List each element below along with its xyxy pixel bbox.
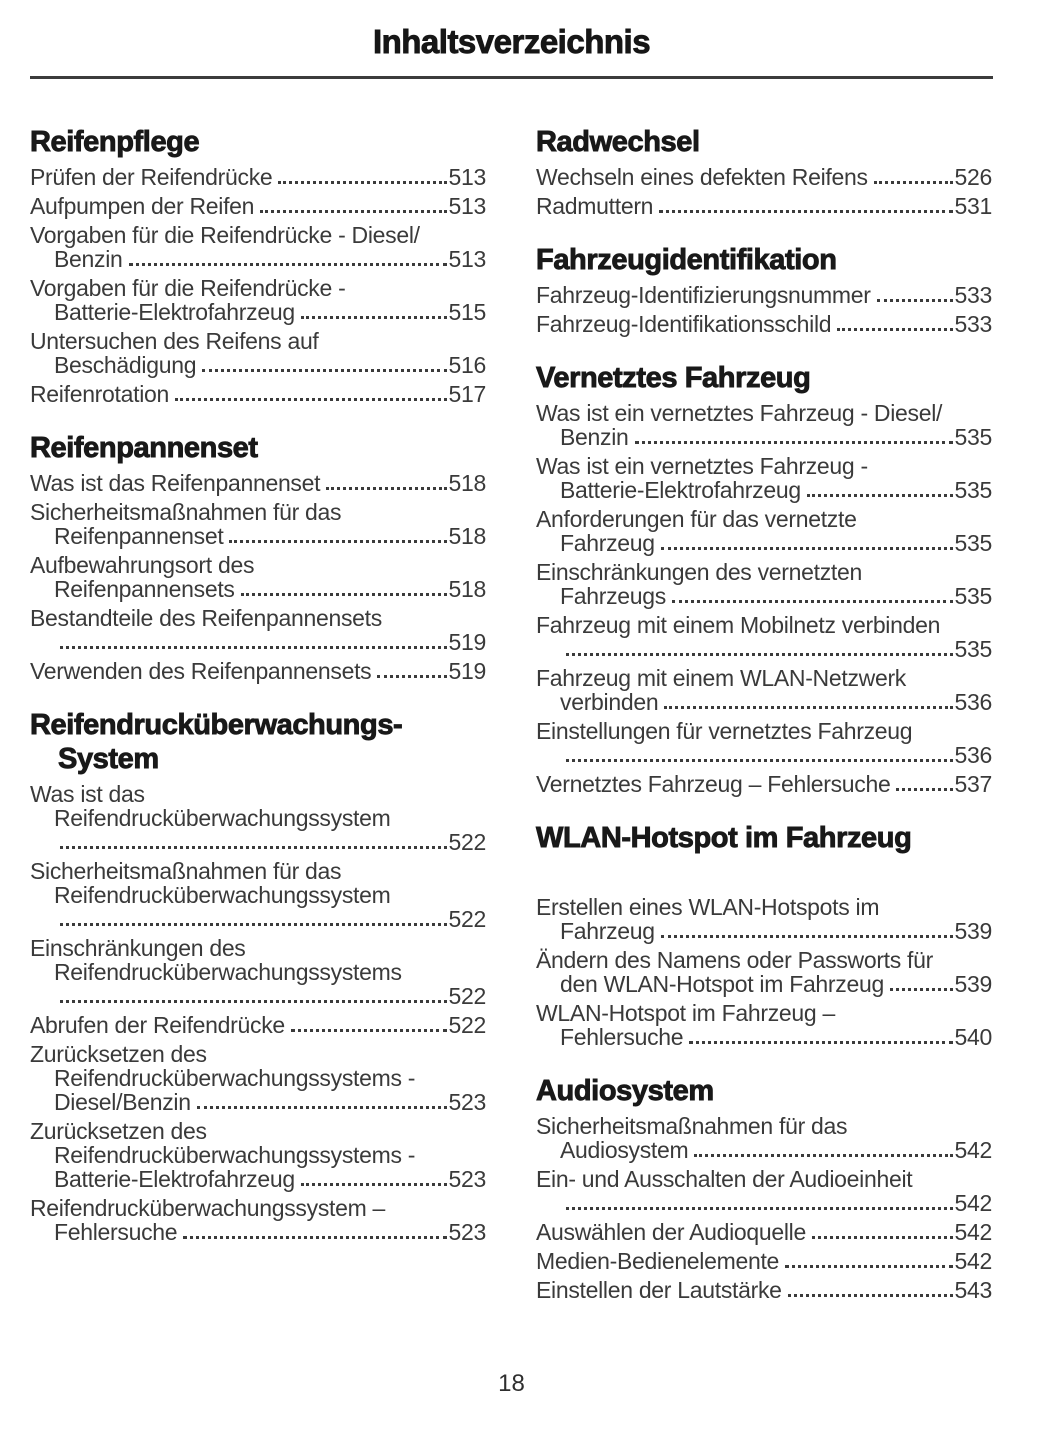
entry-page-number: 518 xyxy=(448,523,486,549)
toc-entry xyxy=(30,471,486,495)
toc-entry-line xyxy=(536,165,992,189)
section-title-line: Reifendrucküberwachungs- xyxy=(30,709,403,741)
dot-leader xyxy=(60,846,447,849)
entry-text: Fehlersuche xyxy=(54,1219,178,1245)
toc-entry-line xyxy=(536,1167,992,1191)
entry-text: Reifenrotation xyxy=(30,381,169,407)
entry-text: Reifendrucküberwachungssystems - xyxy=(54,1142,416,1168)
entry-page-number: 513 xyxy=(448,246,486,272)
toc-entry-line xyxy=(30,1066,486,1090)
dot-leader xyxy=(837,328,952,331)
entry-text: Benzin xyxy=(54,246,123,272)
entry-page-number: 533 xyxy=(954,311,992,337)
toc-entry-line xyxy=(30,1090,486,1114)
toc-entry-line xyxy=(536,972,992,996)
entry-text: Einstellen der Lautstärke xyxy=(536,1277,782,1303)
toc-entry-line xyxy=(536,531,992,555)
toc-entry xyxy=(536,666,992,714)
toc-section xyxy=(536,821,992,1049)
entry-page-number: 542 xyxy=(954,1137,992,1163)
entry-text: Sicherheitsmaßnahmen für das xyxy=(30,499,342,525)
toc-entry-line xyxy=(536,948,992,972)
page-title: Inhaltsverzeichnis xyxy=(372,23,651,60)
entry-page-number: 535 xyxy=(954,583,992,609)
toc-entry-line xyxy=(536,401,992,425)
entry-page-number: 523 xyxy=(448,1089,486,1115)
toc-entry-line xyxy=(536,1114,992,1138)
entry-text: Wechseln eines defekten Reifens xyxy=(536,164,868,190)
entry-page-number: 542 xyxy=(954,1190,992,1216)
toc-entry-line xyxy=(30,806,486,830)
entry-page-number: 513 xyxy=(448,193,486,219)
dot-leader xyxy=(659,210,952,213)
toc-entry-line xyxy=(536,194,992,218)
toc-entry xyxy=(30,329,486,377)
toc-entry-line xyxy=(30,1013,486,1037)
toc-entry xyxy=(536,1001,992,1049)
entry-page-number: 533 xyxy=(954,282,992,308)
toc-entry-line xyxy=(30,659,486,683)
entry-text: Ändern des Namens oder Passworts für xyxy=(536,947,934,973)
toc-entry xyxy=(30,223,486,271)
toc-entry-line xyxy=(30,936,486,960)
entry-text: Fahrzeug mit einem Mobilnetz verbinden xyxy=(536,612,941,638)
entry-page-number: 535 xyxy=(954,477,992,503)
dot-leader xyxy=(60,646,447,649)
entry-text: Fehlersuche xyxy=(560,1024,684,1050)
toc-entry xyxy=(536,1220,992,1244)
toc-entry xyxy=(536,772,992,796)
toc-entry xyxy=(536,165,992,189)
toc-section xyxy=(30,708,486,1244)
dot-leader xyxy=(229,540,446,543)
toc-entry-line xyxy=(30,329,486,353)
dot-leader xyxy=(890,988,953,991)
toc-entry-line xyxy=(536,312,992,336)
entry-text: Fahrzeug xyxy=(560,530,655,556)
entry-page-number: 535 xyxy=(954,424,992,450)
entry-text: Abrufen der Reifendrücke xyxy=(30,1012,285,1038)
dot-leader xyxy=(278,181,446,184)
toc-entry-line xyxy=(30,500,486,524)
toc-entry xyxy=(536,560,992,608)
entry-text: Reifendrucküberwachungssystem – xyxy=(30,1195,386,1221)
entry-text: Fahrzeugs xyxy=(560,583,666,609)
entry-text: Einstellungen für vernetztes Fahrzeug xyxy=(536,718,913,744)
toc-entry xyxy=(536,1167,992,1215)
toc-entry-line xyxy=(536,719,992,743)
entry-page-number: 522 xyxy=(448,983,486,1009)
dot-leader xyxy=(566,1207,953,1210)
entry-page-number: 535 xyxy=(954,530,992,556)
toc-entry-line xyxy=(30,1119,486,1143)
toc-entry-line xyxy=(536,1138,992,1162)
dot-leader xyxy=(291,1029,447,1032)
toc-entry-line xyxy=(536,478,992,502)
toc-entry-line xyxy=(30,1196,486,1220)
entry-text: Batterie-Elektrofahrzeug xyxy=(54,299,295,325)
entry-text: Vorgaben für die Reifendrücke - xyxy=(30,275,346,301)
dot-leader xyxy=(788,1294,953,1297)
toc-entry-line xyxy=(30,960,486,984)
section-title xyxy=(30,708,486,776)
entry-text: Reifendrucküberwachungssystem xyxy=(54,805,391,831)
entry-page-number: 519 xyxy=(448,658,486,684)
dot-leader xyxy=(672,600,953,603)
dot-leader xyxy=(661,547,953,550)
toc-entry xyxy=(536,1278,992,1302)
toc-entry xyxy=(30,1013,486,1037)
entry-text: Reifendrucküberwachungssystem xyxy=(54,882,391,908)
section-title xyxy=(536,243,992,277)
entry-text: Bestandteile des Reifenpannensets xyxy=(30,605,382,631)
entry-text: Vernetztes Fahrzeug – Fehlersuche xyxy=(536,771,891,797)
dot-leader xyxy=(183,1236,446,1239)
entry-text: Erstellen eines WLAN-Hotspots im xyxy=(536,894,880,920)
dot-leader xyxy=(694,1154,952,1157)
toc-entry-line xyxy=(30,577,486,601)
dot-leader xyxy=(202,369,446,372)
entry-text: Zurücksetzen des xyxy=(30,1118,207,1144)
entry-text: Was ist ein vernetztes Fahrzeug - xyxy=(536,453,868,479)
entry-page-number: 522 xyxy=(448,1012,486,1038)
toc-entry-line xyxy=(30,907,486,931)
toc-entry-line xyxy=(30,630,486,654)
dot-leader xyxy=(175,398,447,401)
section-title-line: System xyxy=(58,743,159,775)
entry-text: Was ist ein vernetztes Fahrzeug - Diesel/ xyxy=(536,400,943,426)
entry-text: Fahrzeug xyxy=(560,918,655,944)
toc-section xyxy=(536,125,992,218)
entry-text: WLAN-Hotspot im Fahrzeug – xyxy=(536,1000,835,1026)
dot-leader xyxy=(689,1041,952,1044)
dot-leader xyxy=(241,593,447,596)
toc-entry-line xyxy=(536,772,992,796)
entry-page-number: 526 xyxy=(954,164,992,190)
entry-text: Aufbewahrungsort des xyxy=(30,552,255,578)
toc-entry-line xyxy=(536,1001,992,1025)
toc-entry-line xyxy=(536,690,992,714)
section-title-line: Audiosystem xyxy=(536,1075,714,1107)
toc-entry-line xyxy=(536,1025,992,1049)
entry-text: Radmuttern xyxy=(536,193,654,219)
toc-entry-line xyxy=(30,1042,486,1066)
entry-page-number: 523 xyxy=(448,1219,486,1245)
toc-entry-line xyxy=(536,507,992,531)
page-number: 18 xyxy=(498,1370,525,1397)
toc-entry-line xyxy=(30,606,486,630)
toc-section xyxy=(30,431,486,683)
dot-leader xyxy=(874,181,953,184)
toc-entry-line xyxy=(536,1278,992,1302)
entry-text: Benzin xyxy=(560,424,629,450)
dot-leader xyxy=(197,1106,447,1109)
toc-entry-line xyxy=(536,1191,992,1215)
toc-entry xyxy=(536,895,992,943)
toc-entry xyxy=(30,276,486,324)
dot-leader xyxy=(301,1183,447,1186)
entry-text: Prüfen der Reifendrücke xyxy=(30,164,273,190)
entry-text: Was ist das Reifenpannenset xyxy=(30,470,321,496)
toc-entry-line xyxy=(30,247,486,271)
toc-entry-line xyxy=(536,454,992,478)
entry-text: Beschädigung xyxy=(54,352,197,378)
toc-entry-line xyxy=(30,782,486,806)
toc-entry xyxy=(30,1042,486,1114)
toc-entry xyxy=(536,1114,992,1162)
toc-entry-line xyxy=(30,382,486,406)
page-content xyxy=(30,22,993,1307)
section-title-line: WLAN-Hotspot im Fahrzeug xyxy=(536,822,912,854)
toc-entry-line xyxy=(30,353,486,377)
toc-section xyxy=(536,1074,992,1302)
entry-page-number: 539 xyxy=(954,971,992,997)
toc-entry-line xyxy=(30,1220,486,1244)
toc-entry-line xyxy=(30,165,486,189)
toc-entry-line xyxy=(30,1143,486,1167)
entry-text: den WLAN-Hotspot im Fahrzeug xyxy=(560,971,884,997)
entry-text: Medien-Bedienelemente xyxy=(536,1248,780,1274)
toc-entry-line xyxy=(30,859,486,883)
toc-entry-line xyxy=(536,560,992,584)
entry-text: Zurücksetzen des xyxy=(30,1041,207,1067)
entry-text: Reifendrucküberwachungssystems - xyxy=(54,1065,416,1091)
toc-entry xyxy=(536,948,992,996)
section-title xyxy=(536,125,992,159)
dot-leader xyxy=(377,675,446,678)
toc-entry xyxy=(536,312,992,336)
dot-leader xyxy=(812,1236,953,1239)
toc-entry-line xyxy=(536,637,992,661)
dot-leader xyxy=(896,788,952,791)
section-title xyxy=(536,1074,992,1108)
entry-page-number: 513 xyxy=(448,164,486,190)
toc-entry xyxy=(536,454,992,502)
toc-entry-line xyxy=(536,283,992,307)
toc-column-left xyxy=(30,125,486,1307)
entry-page-number: 516 xyxy=(448,352,486,378)
toc-entry xyxy=(30,165,486,189)
toc-entry-line xyxy=(536,666,992,690)
dot-leader xyxy=(664,706,952,709)
entry-text: Einschränkungen des vernetzten xyxy=(536,559,862,585)
section-title-line: Radwechsel xyxy=(536,126,700,158)
entry-text: Batterie-Elektrofahrzeug xyxy=(560,477,801,503)
section-title xyxy=(30,431,486,465)
toc-entry xyxy=(30,1196,486,1244)
toc-entry-line xyxy=(536,743,992,767)
entry-page-number: 539 xyxy=(954,918,992,944)
entry-page-number: 536 xyxy=(954,742,992,768)
toc-entry xyxy=(536,507,992,555)
entry-page-number: 522 xyxy=(448,829,486,855)
section-title-line: Reifenpannenset xyxy=(30,432,258,464)
dot-leader xyxy=(877,299,953,302)
section-title-line: Reifenpflege xyxy=(30,126,200,158)
entry-text: Reifenpannensets xyxy=(54,576,235,602)
entry-text: Auswählen der Audioquelle xyxy=(536,1219,806,1245)
toc-entry-line xyxy=(30,276,486,300)
toc-entry xyxy=(30,382,486,406)
toc-entry-line xyxy=(536,919,992,943)
entry-text: Fahrzeug mit einem WLAN-Netzwerk xyxy=(536,665,907,691)
toc-entry xyxy=(536,613,992,661)
toc-entry xyxy=(30,782,486,854)
dot-leader xyxy=(635,441,953,444)
toc-entry xyxy=(30,606,486,654)
entry-page-number: 543 xyxy=(954,1277,992,1303)
toc-columns xyxy=(30,125,993,1307)
dot-leader xyxy=(566,653,953,656)
toc-entry-line xyxy=(30,830,486,854)
dot-leader xyxy=(785,1265,952,1268)
entry-text: Sicherheitsmaßnahmen für das xyxy=(30,858,342,884)
toc-entry-line xyxy=(536,584,992,608)
entry-text: Reifendrucküberwachungssystems xyxy=(54,959,402,985)
toc-entry xyxy=(30,553,486,601)
entry-page-number: 536 xyxy=(954,689,992,715)
toc-entry-line xyxy=(30,223,486,247)
entry-page-number: 519 xyxy=(448,629,486,655)
entry-page-number: 517 xyxy=(448,381,486,407)
entry-text: Ein- und Ausschalten der Audioeinheit xyxy=(536,1166,913,1192)
toc-entry xyxy=(30,1119,486,1191)
entry-text: Diesel/Benzin xyxy=(54,1089,191,1115)
dot-leader xyxy=(129,263,447,266)
title-divider xyxy=(30,76,993,79)
toc-section xyxy=(536,361,992,796)
dot-leader xyxy=(661,935,953,938)
entry-page-number: 522 xyxy=(448,906,486,932)
entry-text: Fahrzeug-Identifikationsschild xyxy=(536,311,832,337)
dot-leader xyxy=(60,923,447,926)
entry-text: Batterie-Elektrofahrzeug xyxy=(54,1166,295,1192)
entry-text: Verwenden des Reifenpannensets xyxy=(30,658,372,684)
entry-text: Aufpumpen der Reifen xyxy=(30,193,255,219)
entry-text: Untersuchen des Reifens auf xyxy=(30,328,319,354)
dot-leader xyxy=(60,1000,447,1003)
entry-page-number: 537 xyxy=(954,771,992,797)
toc-entry xyxy=(536,719,992,767)
toc-entry xyxy=(536,283,992,307)
toc-entry-line xyxy=(30,471,486,495)
entry-page-number: 542 xyxy=(954,1219,992,1245)
toc-entry xyxy=(30,936,486,1008)
entry-page-number: 531 xyxy=(954,193,992,219)
toc-entry-line xyxy=(30,1167,486,1191)
entry-text: verbinden xyxy=(560,689,659,715)
toc-entry-line xyxy=(536,425,992,449)
entry-text: Sicherheitsmaßnahmen für das xyxy=(536,1113,848,1139)
toc-section xyxy=(536,243,992,336)
entry-text: Vorgaben für die Reifendrücke - Diesel/ xyxy=(30,222,420,248)
entry-page-number: 535 xyxy=(954,636,992,662)
toc-entry xyxy=(30,500,486,548)
dot-leader xyxy=(326,487,446,490)
section-title xyxy=(536,361,992,395)
toc-entry-line xyxy=(30,883,486,907)
entry-page-number: 518 xyxy=(448,470,486,496)
toc-column-right xyxy=(536,125,992,1307)
entry-page-number: 523 xyxy=(448,1166,486,1192)
entry-text: Audiosystem xyxy=(560,1137,689,1163)
toc-entry xyxy=(536,194,992,218)
toc-entry-line xyxy=(30,553,486,577)
toc-entry xyxy=(536,401,992,449)
section-title-line: Vernetztes Fahrzeug xyxy=(536,362,811,394)
section-title xyxy=(536,821,992,855)
toc-entry xyxy=(30,659,486,683)
dot-leader xyxy=(566,759,953,762)
toc-entry xyxy=(536,1249,992,1273)
dot-leader xyxy=(260,210,446,213)
entry-page-number: 515 xyxy=(448,299,486,325)
toc-entry-line xyxy=(536,613,992,637)
toc-entry xyxy=(30,194,486,218)
entry-page-number: 540 xyxy=(954,1024,992,1050)
entry-page-number: 542 xyxy=(954,1248,992,1274)
entry-text: Einschränkungen des xyxy=(30,935,246,961)
dot-leader xyxy=(807,494,953,497)
toc-entry-line xyxy=(30,984,486,1008)
toc-entry-line xyxy=(536,1249,992,1273)
entry-text: Anforderungen für das vernetzte xyxy=(536,506,857,532)
toc-entry-line xyxy=(536,895,992,919)
toc-entry-line xyxy=(30,194,486,218)
entry-page-number: 518 xyxy=(448,576,486,602)
toc-entry-line xyxy=(30,300,486,324)
entry-text: Fahrzeug-Identifizierungsnummer xyxy=(536,282,871,308)
toc-section xyxy=(30,125,486,406)
dot-leader xyxy=(301,316,447,319)
section-title-line: Fahrzeugidentifikation xyxy=(536,244,837,276)
toc-entry xyxy=(30,859,486,931)
section-title xyxy=(30,125,486,159)
toc-entry-line xyxy=(536,1220,992,1244)
entry-text: Reifenpannenset xyxy=(54,523,224,549)
toc-entry-line xyxy=(30,524,486,548)
entry-text: Was ist das xyxy=(30,781,145,807)
